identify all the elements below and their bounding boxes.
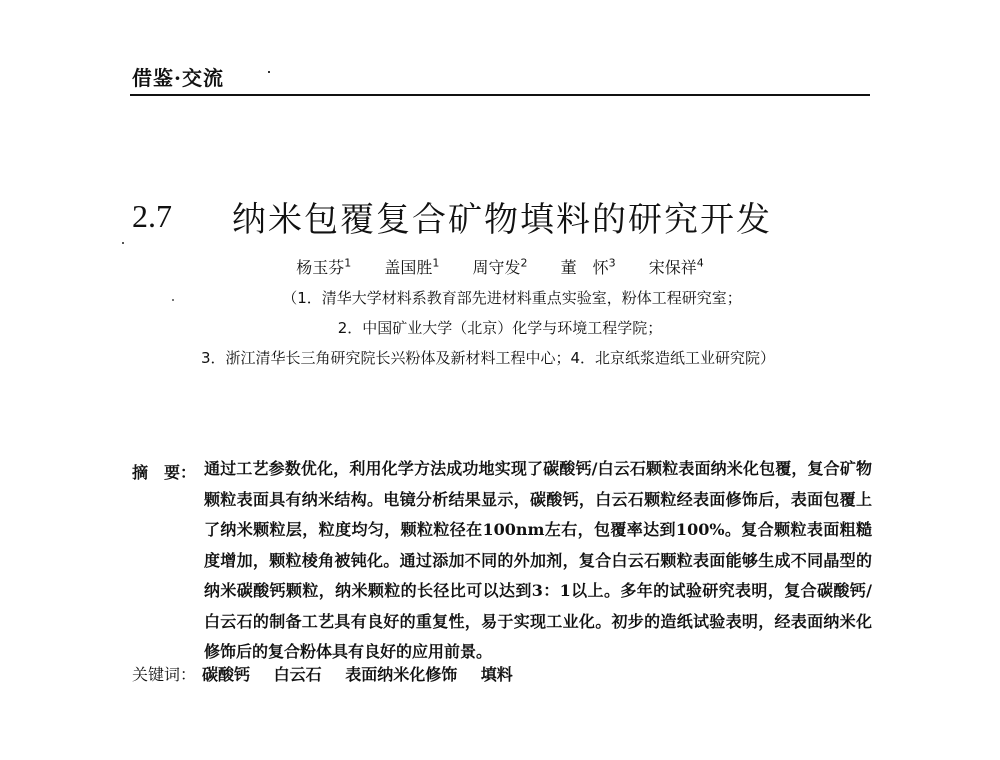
affiliation-line-2: 2．中国矿业大学（北京）化学与环境工程学院； xyxy=(337,319,663,337)
keyword: 白云石 xyxy=(273,665,322,684)
author: 董 怀$^3$ xyxy=(560,256,616,277)
scan-speck xyxy=(122,242,124,244)
author: 杨玉芬$^1$ xyxy=(296,256,352,277)
keyword: 表面纳米化修饰 xyxy=(345,665,458,684)
keyword: 碳酸钙 xyxy=(202,665,251,684)
affiliation-line-3: 3．浙江清华长三角研究院长兴粉体及新材料工程中心；4．北京纸浆造纸工业研究院） xyxy=(200,349,776,367)
author: 周守发$^2$ xyxy=(472,256,528,277)
keywords-label: 关键词： xyxy=(132,665,197,684)
author: 盖国胜$^1$ xyxy=(384,256,440,277)
article-title: 纳米包覆复合矿物填料的研究开发 xyxy=(232,200,772,240)
header-rule xyxy=(130,94,870,96)
author-list xyxy=(0,255,1000,278)
section-header: 借鉴·交流 xyxy=(132,66,224,90)
author: 宋保祥$^4$ xyxy=(648,256,704,277)
abstract-text: 通过工艺参数优化，利用化学方法成功地实现了碳酸钙/白云石颗粒表面纳米化包覆，复合矿物颗粒表面具有纳米结构。电镜分析结果显示，碳酸钙，白云石颗粒经表面修饰后，表面包覆上了纳米颗粒层，粒度均匀，颗粒粒径在100nm左右，包覆率达到100%。复合颗粒表面粗糙度增加，颗粒棱角被钝化。通过添加不同的外加剂，复合白云石颗粒表面能够生成不同晶型的纳米碳酸钙颗粒，纳米颗粒的长径比可以达到3：1以上。多年的试验研究表明，复合碳酸钙/白云石的制备工艺具有良好的重复性，易于实现工业化。初步的造纸试验表明，经表面纳米化修饰后的复合粉体具有良好的应用前景。 xyxy=(204,459,872,661)
keyword-list xyxy=(202,662,531,685)
keyword: 填料 xyxy=(480,665,513,684)
abstract-label: 摘 要： xyxy=(132,463,197,482)
affiliation-line-1: （1．清华大学材料系教育部先进材料重点实验室，粉体工程研究室； xyxy=(282,289,742,307)
decorative-dot xyxy=(268,71,270,73)
article-number: 2.7 xyxy=(132,198,172,234)
